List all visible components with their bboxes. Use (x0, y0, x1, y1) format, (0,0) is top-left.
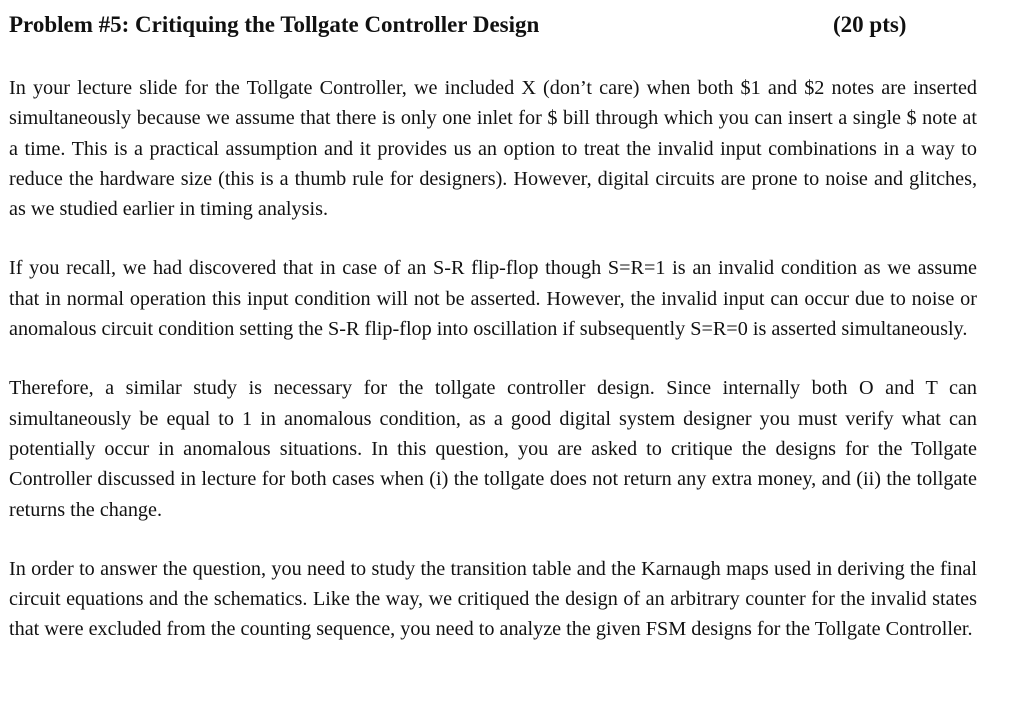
problem-header (9, 10, 977, 50)
paragraph-sr-flip-flop: If you recall, we had discovered that in case of an S-R flip-flop though S=R=1 is an invalid condition as we assume that in normal operation this input condition will not be asserted. However, the invalid input can occur due to noise or anomalous circuit condition setting the S-R flip-flop into oscillation if subsequently S=R=0 is asserted simultaneously. (9, 257, 977, 341)
document-page (9, 10, 977, 645)
problem-title: Problem #5: Critiquing the Tollgate Controller Design (9, 12, 540, 37)
problem-points: (20 pts) (833, 12, 907, 37)
paragraph-critique-task: Therefore, a similar study is necessary for the tollgate controller design. Since internally both O and T can simultaneously be equal to 1 in anomalous condition, as a good digital system designer you must verify what can potentially occur in anomalous situations. In this question, you are asked to critique the designs for the Tollgate Controller discussed in lecture for both cases when (i) the tollgate does not return any extra money, and (ii) the tollgate returns the change. (9, 377, 977, 521)
paragraph-lecture-assumption: In your lecture slide for the Tollgate Controller, we included X (don’t care) when both $1 and $2 notes are inserted simultaneously because we assume that there is only one inlet for $ bill through which you can insert a single $ note at a time. This is a practical assumption and it provides us an option to treat the invalid input combinations in a way to reduce the hardware size (this is a thumb rule for designers). However, digital circuits are prone to noise and glitches, as we studied earlier in timing analysis. (9, 77, 977, 221)
paragraph-instructions: In order to answer the question, you need to study the transition table and the Karnaugh maps used in deriving the final circuit equations and the schematics. Like the way, we critiqued the design of an arbitrary counter for the invalid states that were excluded from the counting sequence, you need to analyze the given FSM designs for the Tollgate Controller. (9, 557, 977, 641)
